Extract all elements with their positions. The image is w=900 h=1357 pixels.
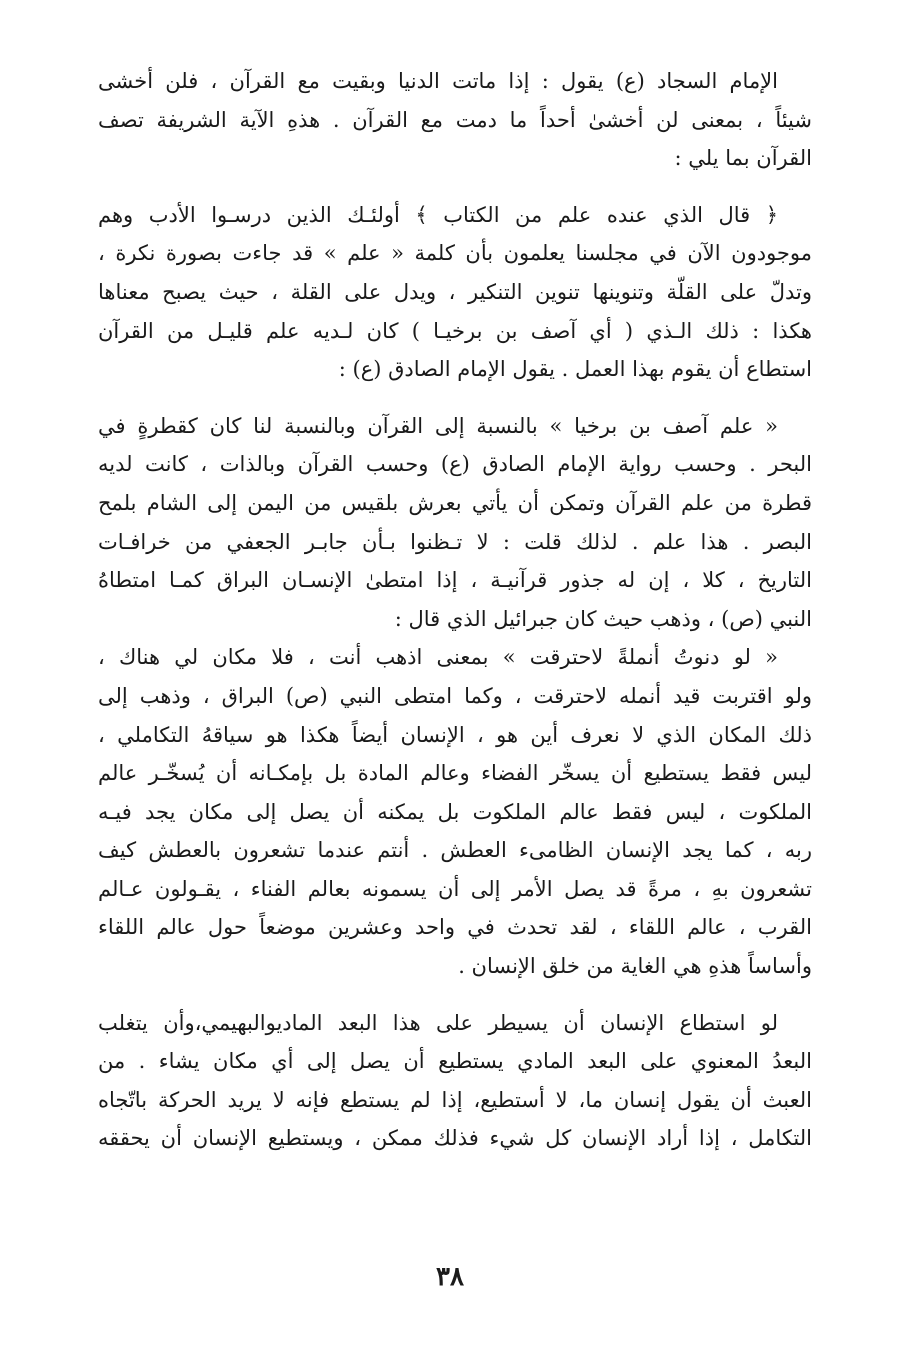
text-line: ليس فقط يستطيع أن يسخّر الفضاء وعالم المادة بل بإمكـانه أن يُسخّـر عالم xyxy=(98,761,812,786)
paragraph-5 xyxy=(98,1004,812,1158)
text-line: الملكوت ، ليس فقط عالم الملكوت بل يمكنه أن يصل إلى مكان يجد فيـه xyxy=(98,799,812,824)
page-body xyxy=(98,62,812,1158)
text-line: موجودون الآن في مجلسنا يعلمون بأن كلمة « علم » قد جاءت بصورة نكرة ، xyxy=(98,241,812,266)
paragraph-1 xyxy=(98,62,812,178)
text-line: التاريخ ، كلا ، إن له جذور قرآنيـة ، إذا امتطىٰ الإنسـان البراق كمـا امتطاهُ xyxy=(98,568,812,593)
text-line: البصر . هذا علم . لذلك قلت : لا تـظنوا بـأن جابـر الجعفي من خرافـات xyxy=(98,529,812,554)
text-line: ﴿ قال الذي عنده علم من الكتاب ﴾ أولئـك الذين درسـوا الأدب وهم xyxy=(98,202,778,227)
text-line: النبي (ص) ، وذهب حيث كان جبرائيل الذي قال : xyxy=(394,606,812,631)
text-line: استطاع أن يقوم بهذا العمل . يقول الإمام الصادق (ع) : xyxy=(338,357,812,382)
paragraph-4 xyxy=(98,638,812,985)
text-line: تشعرون بهِ ، مرةً قد يصل الأمر إلى أن يسمونه بعالم الفناء ، يقـولون عـالم xyxy=(98,876,812,901)
text-line: لو استطاع الإنسان أن يسيطر على هذا البعد الماديوالبهيمي،وأن يتغلب xyxy=(98,1010,778,1035)
text-line: قطرة من علم القرآن وتمكن أن يأتي بعرش بلقيس من اليمن إلى الشام بلمح xyxy=(98,490,812,515)
paragraph-2 xyxy=(98,196,812,389)
text-line: ذلك المكان الذي لا نعرف أين هو ، الإنسان أيضاً هكذا هو سياقهُ التكاملي ، xyxy=(98,722,812,747)
text-line: التكامل ، إذا أراد الإنسان كل شيء فذلك ممكن ، ويستطيع الإنسان أن يحققه xyxy=(98,1126,812,1151)
page-number: ٣٨ xyxy=(436,1262,464,1292)
text-line: العبث أن يقول إنسان ما، لا أستطيع، إذا لم يستطع فإنه لا يريد الحركة باتّجاه xyxy=(98,1087,812,1112)
text-line: البعدُ المعنوي على البعد المادي يستطيع أن يصل إلى أي مكان يشاء . من xyxy=(98,1049,812,1074)
paragraph-3 xyxy=(98,407,812,639)
text-line: ربه ، كما يجد الإنسان الظامىء العطش . أنتم عندما تشعرون بالعطش كيف xyxy=(98,838,812,863)
text-line: « لو دنوتُ أنملةً لاحترقت » بمعنى اذهب أنت ، فلا مكان لي هناك ، xyxy=(98,645,778,670)
text-line: شيئاً ، بمعنى لن أخشىٰ أحداً ما دمت مع القرآن . هذهِ الآية الشريفة تصف xyxy=(98,107,812,132)
text-line: وتدلّ على القلّة وتنوينها تنوين التنكير ، ويدل على القلة ، حيث يصبح معناها xyxy=(98,279,812,304)
text-line: هكذا : ذلك الـذي ( أي آصف بن برخيـا ) كان لـديه علم قليـل من القرآن xyxy=(98,318,812,343)
text-line: القرآن بما يلي : xyxy=(674,146,812,171)
text-line: ولو اقتربت قيد أنمله لاحترقت ، وكما امتطى النبي (ص) البراق ، وذهب إلى xyxy=(98,683,812,708)
text-line: الإمام السجاد (ع) يقول : إذا ماتت الدنيا وبقيت مع القرآن ، فلن أخشى xyxy=(98,69,778,93)
text-line: البحر . وحسب رواية الإمام الصادق (ع) وحسب القرآن وبالذات ، كانت لديه xyxy=(98,452,812,477)
text-line: « علم آصف بن برخيا » بالنسبة إلى القرآن وبالنسبة لنا كان كقطرةٍ في xyxy=(98,413,778,438)
text-line: وأساساً هذهِ هي الغاية من خلق الإنسان . xyxy=(458,954,812,979)
text-line: القرب ، عالم اللقاء ، لقد تحدث في واحد وعشرين موضعاً حول عالم اللقاء xyxy=(98,915,812,940)
